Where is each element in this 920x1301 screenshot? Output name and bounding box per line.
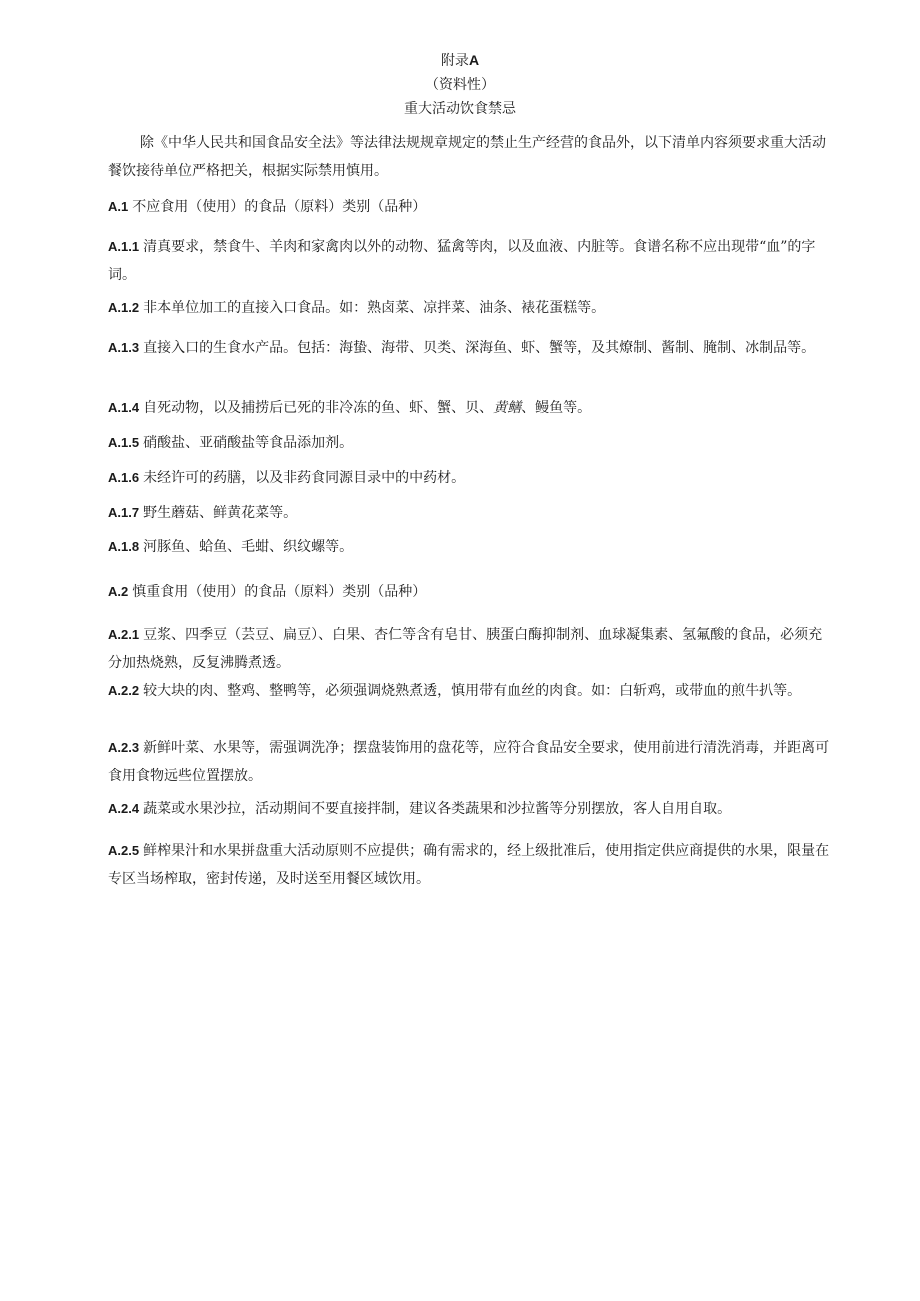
clause-number: A.1.8 (108, 539, 140, 554)
clause-a-1-3 (108, 334, 830, 362)
clause-a-1-6 (108, 464, 830, 492)
appendix-letter: A (468, 52, 480, 68)
appendix-heading (0, 50, 920, 71)
clause-number: A.1.3 (108, 340, 140, 355)
clause-text: 河豚鱼、蛤鱼、毛蚶、织纹螺等。 (143, 539, 354, 555)
clause-number: A.1.7 (108, 505, 140, 520)
clause-text: 自死动物，以及捕捞后已死的非冷冻的鱼、虾、蟹、贝、 (143, 400, 494, 416)
clause-number: A.2.1 (108, 627, 140, 642)
clause-text: 鲜榨果汁和水果拼盘重大活动原则不应提供；确有需求的，经上级批准后，使用指定供应商提供的水果，限量在专区当场榨取，密封传递，及时送至用餐区域饮用。 (108, 843, 830, 887)
clause-a-1-1 (108, 233, 830, 289)
clause-text: 清真要求，禁食牛、羊肉和家禽肉以外的动物、猛禽等肉，以及血液、内脏等。食谱名称不应出现带“血”的字词。 (108, 239, 816, 283)
section-number: A.1 (108, 199, 129, 214)
section-title: 不应食用（使用）的食品（原料）类别（品种） (132, 199, 427, 215)
clause-text: 新鲜叶菜、水果等，需强调洗净；摆盘装饰用的盘花等，应符合食品安全要求，使用前进行清洗消毒，并距离可食用食物远些位置摆放。 (108, 740, 830, 784)
clause-text: 豆浆、四季豆（芸豆、扁豆）、白果、杏仁等含有皂甘、胰蛋白酶抑制剂、血球凝集素、氢氟酸的食品，必须充分加热烧熟，反复沸腾煮透。 (108, 627, 823, 671)
section-a2-heading (108, 578, 830, 606)
appendix-label: 附录 (440, 53, 469, 69)
clause-text: 蔬菜或水果沙拉，活动期间不要直接拌制，建议各类蔬果和沙拉酱等分别摆放，客人自用自取。 (143, 801, 732, 817)
clause-text: 非本单位加工的直接入口食品。如：熟卤菜、凉拌菜、油条、裱花蛋糕等。 (143, 300, 606, 316)
section-number: A.2 (108, 584, 129, 599)
clause-text: 野生蘑菇、鲜黄花菜等。 (143, 505, 298, 521)
clause-text: 直接入口的生食水产品。包括：海蛰、海带、贝类、深海鱼、虾、蟹等，及其燎制、酱制、腌制、冰制品等。 (143, 340, 816, 356)
section-a1-heading (108, 193, 830, 221)
clause-number: A.2.3 (108, 740, 140, 755)
section-title: 慎重食用（使用）的食品（原料）类别（品种） (132, 584, 427, 600)
clause-a-2-4 (108, 795, 830, 823)
clause-number: A.1.5 (108, 435, 140, 450)
clause-number: A.2.2 (108, 683, 140, 698)
clause-text: 较大块的肉、整鸡、整鸭等，必须强调烧熟煮透，慎用带有血丝的肉食。如：白斩鸡，或带血的煎牛扒等。 (143, 683, 802, 699)
clause-number: A.1.1 (108, 239, 140, 254)
clause-number: A.1.2 (108, 300, 140, 315)
clause-number: A.1.4 (108, 400, 140, 415)
clause-text-end: 、鳗鱼等。 (521, 400, 592, 416)
clause-text: 硝酸盐、亚硝酸盐等食品添加剂。 (143, 435, 354, 451)
clause-a-1-4 (108, 394, 830, 422)
clause-number: A.2.5 (108, 843, 140, 858)
appendix-nature: （资料性） (425, 77, 495, 93)
clause-a-2-5 (108, 837, 830, 893)
appendix-title: 重大活动饮食禁忌 (404, 101, 516, 117)
clause-a-1-5 (108, 429, 830, 457)
clause-text-italic: 黄鳝 (493, 400, 522, 416)
clause-a-2-2 (108, 677, 830, 705)
clause-number: A.1.6 (108, 470, 140, 485)
intro-paragraph: 除《中华人民共和国食品安全法》等法律法规规章规定的禁止生产经营的食品外，以下清单内容须要求重大活动餐饮接待单位严格把关，根据实际禁用慎用。 (108, 135, 826, 179)
clause-a-2-1 (108, 621, 830, 677)
clause-text: 未经许可的药膳，以及非药食同源目录中的中药材。 (143, 470, 466, 486)
clause-a-1-7 (108, 499, 830, 527)
clause-number: A.2.4 (108, 801, 140, 816)
clause-a-2-3 (108, 734, 830, 790)
clause-a-1-8 (108, 533, 830, 561)
clause-a-1-2 (108, 294, 830, 322)
